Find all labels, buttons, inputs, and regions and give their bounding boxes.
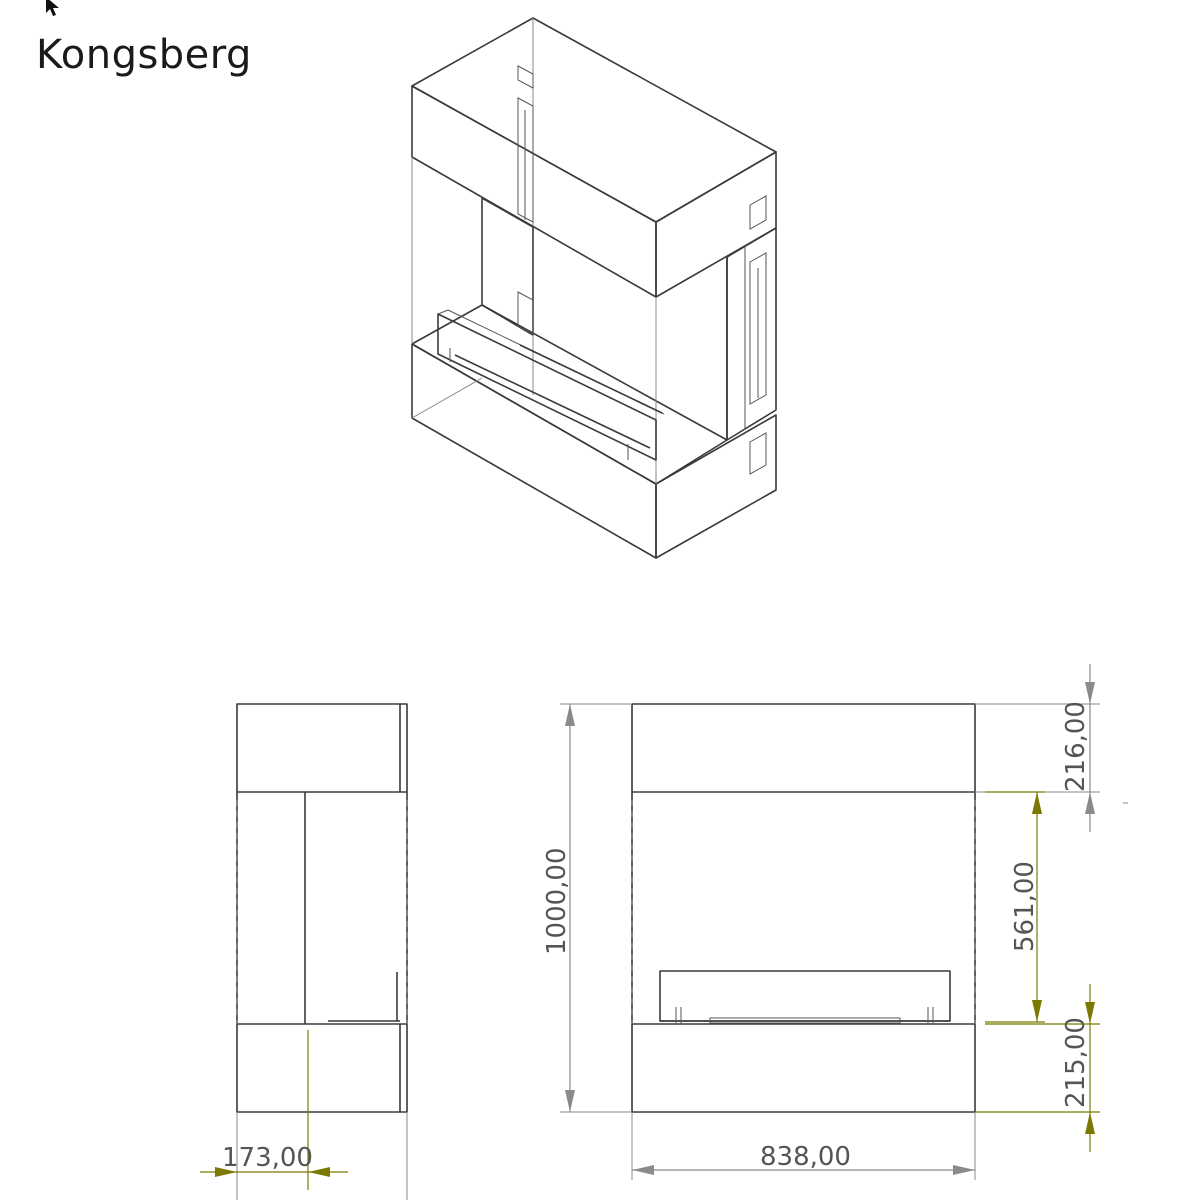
page-title: Kongsberg: [36, 32, 252, 78]
side-view: [200, 704, 407, 1200]
dim-opening-height-label: 561,00: [1010, 861, 1040, 952]
dim-depth-label: 173,00: [222, 1143, 313, 1173]
iso-base-front: [412, 344, 656, 558]
dim-base-height-label: 215,00: [1061, 1017, 1091, 1108]
iso-base-top: [412, 305, 727, 484]
dim-top-height-label: 216,00: [1061, 701, 1091, 792]
iso-top-front: [412, 86, 656, 297]
iso-base-side: [656, 415, 776, 558]
front-view: [542, 664, 1128, 1180]
iso-top-face: [412, 18, 776, 222]
dim-width-label: 838,00: [760, 1142, 851, 1172]
dim-total-height-label: 1000,00: [542, 847, 572, 955]
isometric-view: [412, 18, 776, 558]
